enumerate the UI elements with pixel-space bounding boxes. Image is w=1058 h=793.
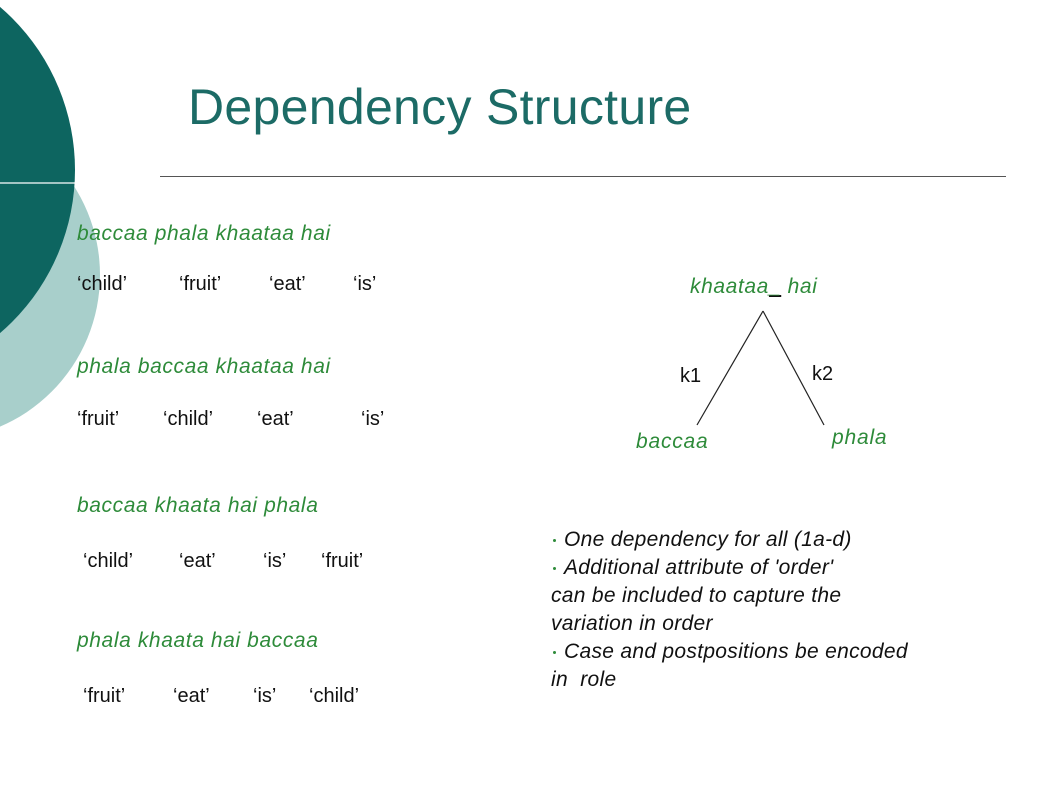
gloss-word: ‘eat’ <box>257 408 294 430</box>
gloss-word: ‘eat’ <box>179 550 216 572</box>
example-sentence-3: baccaa khaata hai phala <box>77 494 319 517</box>
bullet-item-2-cont: can be included to capture the <box>551 584 842 607</box>
gloss-word: ‘eat’ <box>269 273 306 295</box>
bullet-item-3: Case and postpositions be encoded <box>551 638 1041 666</box>
example-sentence-2: phala baccaa khaataa hai <box>77 355 331 378</box>
gloss-word: ‘fruit’ <box>179 273 222 295</box>
slide-title: Dependency Structure <box>188 79 692 135</box>
edge-left <box>697 311 763 425</box>
decorative-circles <box>0 0 200 793</box>
gloss-word: ‘child’ <box>77 273 128 295</box>
gloss-word: ‘child’ <box>163 408 214 430</box>
gloss-word: ‘fruit’ <box>77 408 120 430</box>
root-separator: _ <box>768 275 782 298</box>
title-rule <box>160 176 1006 177</box>
bullet-item-1: One dependency for all (1a-d) <box>551 526 1041 554</box>
gloss-word: ‘fruit’ <box>83 685 126 707</box>
gloss-word: ‘is’ <box>353 273 377 295</box>
gloss-word: ‘child’ <box>309 685 360 707</box>
root-word-2: hai <box>787 275 818 298</box>
bullet-list <box>551 526 1041 694</box>
edge-label-k2: k2 <box>812 363 834 385</box>
bullet-item-3-cont: in role <box>551 668 617 691</box>
root-word-1: khaataa <box>690 275 769 298</box>
gloss-word: ‘is’ <box>361 408 385 430</box>
bullet-item-2: Additional attribute of 'order' <box>551 554 1041 582</box>
tree-leaf-baccaa: baccaa <box>636 430 709 453</box>
gloss-word: ‘is’ <box>263 550 287 572</box>
tree-leaf-phala: phala <box>832 426 888 449</box>
example-sentence-4: phala khaata hai baccaa <box>77 629 319 652</box>
gloss-word: ‘child’ <box>83 550 134 572</box>
bullet-item-2-cont: variation in order <box>551 612 713 635</box>
gloss-word: ‘fruit’ <box>321 550 364 572</box>
bullet-dot <box>553 567 556 570</box>
edge-label-k1: k1 <box>680 365 702 387</box>
gloss-word: ‘eat’ <box>173 685 210 707</box>
example-sentence-1: baccaa phala khaataa hai <box>77 222 331 245</box>
bullet-dot <box>553 539 556 542</box>
gloss-word: ‘is’ <box>253 685 277 707</box>
bullet-dot <box>553 651 556 654</box>
